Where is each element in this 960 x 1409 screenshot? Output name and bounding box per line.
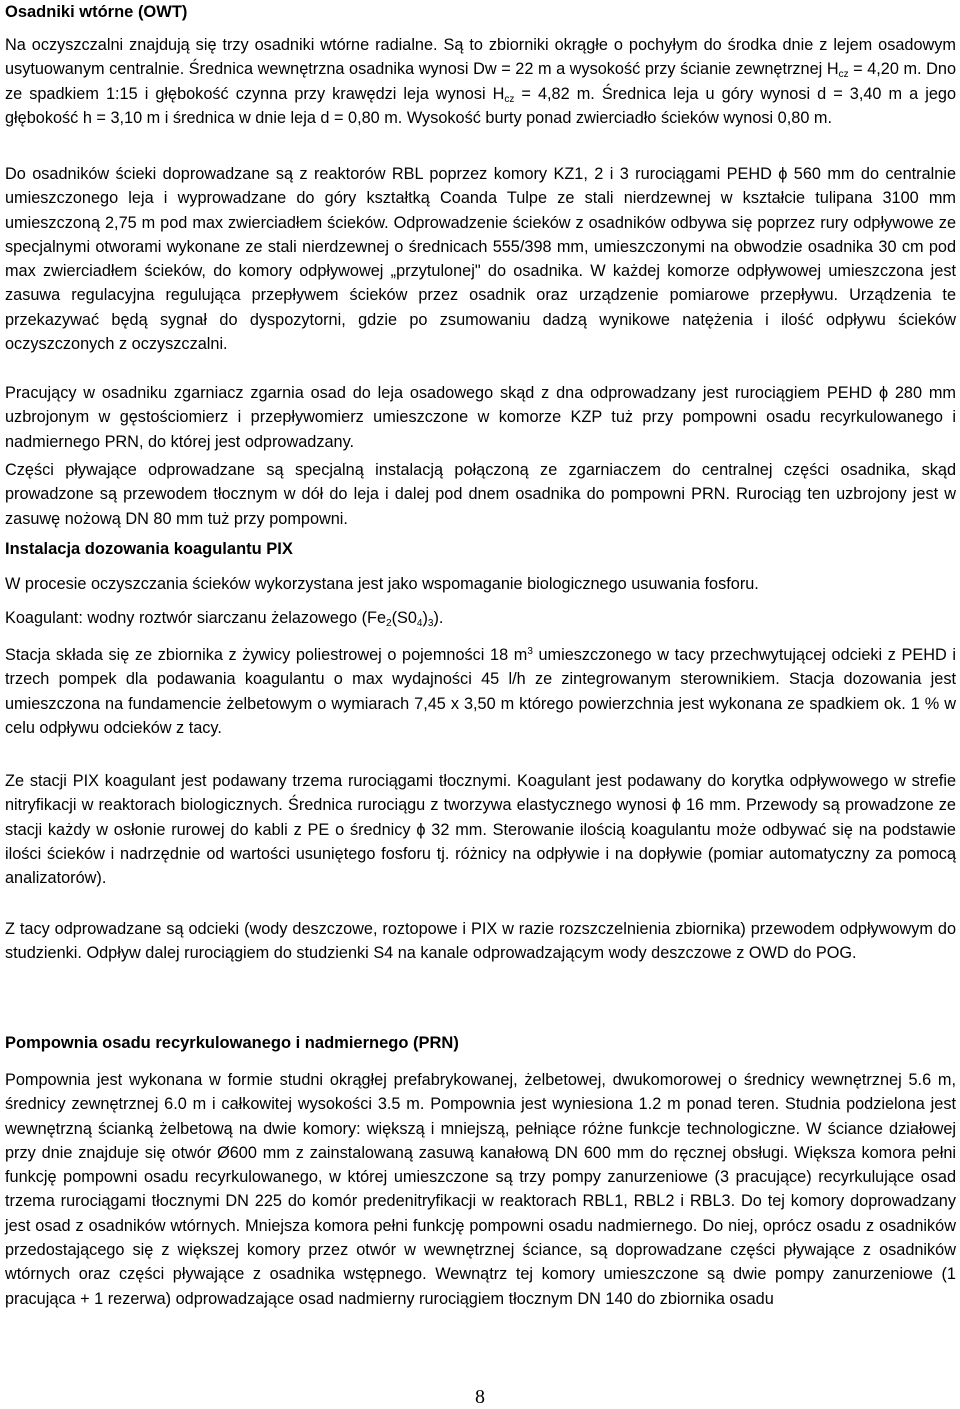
section-owt-floating bbox=[5, 458, 956, 531]
superscript: 3 bbox=[527, 646, 533, 657]
section-pix-formula bbox=[5, 606, 956, 630]
subscript: cz bbox=[504, 93, 515, 105]
paragraph: Do osadników ścieki doprowadzane są z reaktorów RBL poprzez komory KZ1, 2 i 3 rurociągami PEHD ϕ 560 mm do centralnie umieszczonego leja i wyprowadzane do góry kształtką Coanda Tulpe ze stali nierdzewnej w kształcie tulipana 3100 mm umieszczoną 2,75 m pod max zwierciadłem ścieków. Odprowadzenie ścieków z osadników odbywa się poprzez rury odpływowe ze specjalnymi otworami wykonane ze stali nierdzewnej o średnicach 555/398 mm, umieszczonymi na obwodzie osadnika 30 cm pod max zwierciadłem ścieków, do komory odpływowej „przytulonej" do osadnika. W każdej komorze odpływowej umieszczona jest zasuwa regulacyjna regulująca przepływem ścieków przez osadnik oraz urządzenie pomiarowe przepływu. Urządzenia te przekazywać będą sygnał do dyspozytorni, gdzie po zsumowaniu dadzą wynikowe natężenia i ilość odpływu ścieków oczyszczonych z oczyszczalni. bbox=[5, 165, 956, 354]
section-owt-inflow bbox=[5, 162, 956, 356]
section-pix bbox=[5, 572, 956, 596]
page-number: 8 bbox=[475, 1386, 485, 1408]
section-heading-owt: Osadniki wtórne (OWT) bbox=[5, 3, 188, 21]
paragraph: Z tacy odprowadzane są odcieki (wody deszczowe, roztopowe i PIX w razie rozszczelnienia zbiornika) przewodem odpływowym do studzienki. Odpływ dalej rurociągiem do studzienki S4 na kanale odprowadzającym wody deszczowe z OWD do POG. bbox=[5, 920, 956, 963]
section-heading-pix: Instalacja dozowania koagulantu PIX bbox=[5, 540, 293, 558]
paragraph: Stacja składa się ze zbiornika z żywicy poliestrowej o pojemności 18 $m^3$ umieszczonego w tacy przechwytującej odcieki z PEHD i trzech pompek dla podawania koagulantu o max wydajności 45 l/h ze zintegrowanym sterownikiem. Stacja dozowania jest umieszczona na fundamencie żelbetowym o wymiarach 7,45 x 3,50 m którego powierzchnia jest wykonana ze spadkiem ok. 1 % w celu odpływu odcieków z tacy. bbox=[5, 646, 956, 737]
paragraph: Koagulant: wodny roztwór siarczanu żelazowego $(Fe_2(S0_4)_3)$. bbox=[5, 609, 444, 629]
section-prn bbox=[5, 1068, 956, 1311]
paragraph: Części pływające odprowadzane są specjalną instalacją połączoną ze zgarniaczem do centralnej części osadnika, skąd prowadzone są przewodem tłocznym w dół do leja i dalej pod dnem osadnika do pompowni PRN. Rurociąg ten uzbrojony jest w zasuwę nożową DN 80 mm tuż przy pompowni. bbox=[5, 461, 956, 528]
subscript: 2 bbox=[386, 618, 392, 629]
paragraph: Pracujący w osadniku zgarniacz zgarnia osad do leja osadowego skąd z dna odprowadzany jest rurociągiem PEHD ϕ 280 mm uzbrojonym w gęstościomierz i przepływomierz umieszczone w komorze KZP tuż przy pompowni osadu recyrkulowanego i nadmiernego PRN, do której jest odprowadzany. bbox=[5, 384, 956, 451]
section-pix-runoff bbox=[5, 917, 956, 966]
paragraph: W procesie oczyszczania ścieków wykorzystana jest jako wspomaganie biologicznego usuwania fosforu. bbox=[5, 575, 759, 593]
subscript: 3 bbox=[427, 618, 434, 629]
paragraph: Na oczyszczalni znajdują się trzy osadniki wtórne radialne. Są to zbiorniki okrągłe o pochyłym do środka dnie z lejem osadowym usytuowanym centralnie. Średnica wewnętrzna osadnika wynosi Dw = 22 m a wysokość przy ścianie zewnętrznej $H_{cz} = 4,20$ m. Dno ze spadkiem 1:15 i głębokość czynna przy krawędzi leja wynosi $H_{cz} = 4,82$ m. Średnica leja u góry wynosi d = 3,40 m a jego głębokość h = 3,10 m i średnica w dnie leja d = 0,80 m. Wysokość burty ponad zwierciadło ścieków wynosi 0,80 m. bbox=[5, 36, 956, 127]
section-owt bbox=[5, 33, 956, 130]
section-pix-dosing bbox=[5, 769, 956, 890]
paragraph: Ze stacji PIX koagulant jest podawany trzema rurociągami tłocznymi. Koagulant jest podawany do korytka odpływowego w strefie nitryfikacji w reaktorach biologicznych. Średnica rurociągu z tworzywa elastycznego wynosi ϕ 16 mm. Przewody są prowadzone ze stacji każdy w osłonie rurowej do kabli z PE o średnicy ϕ 32 mm. Sterowanie ilością koagulantu może odbywać się na podstawie ilości ścieków i nadrzędnie od wartości usuniętego fosforu tj. różnicy na odpływie i na dopływie (pomiar automatyczny za pomocą analizatorów). bbox=[5, 772, 956, 888]
paragraph: Pompownia jest wykonana w formie studni okrągłej prefabrykowanej, żelbetowej, dwukomorowej o średnicy wewnętrznej 5.6 m, średnicy zewnętrznej 6.0 m i całkowitej wysokości 3.5 m. Pompownia jest wyniesiona 1.2 m ponad teren. Studnia podzielona jest wewnętrzną ścianką żelbetową na dwie komory: większą i mniejszą, pełniące różne funkcje technologiczne. W ściance działowej przy dnie znajduje się otwór Ø600 mm z zainstalowaną zasuwą kanałową DN 600 mm do ręcznej obsługi. Większa komora pełni funkcję pompowni osadu recyrkulowanego, w której umieszczone są trzy pompy zanurzeniowe (3 pracujące) recyrkulujące osad trzema rurociągami tłocznymi DN 225 do komór predenitryfikacji w reaktorach RBL1, RBL2 i RBL3. Do tej komory doprowadzany jest osad z osadników wtórnych. Mniejsza komora pełni funkcję pompowni osadu nadmiernego. Do niej, oprócz osadu z osadników przedostającego się z większej komory przez otwór w wewnętrznej ściance, są doprowadzane części pływające z osadników wtórnych oraz części pływające z osadnika wstępnego. Wewnątrz tej komory umieszczone są dwie pompy zanurzeniowe (1 pracująca + 1 rezerwa) odprowadzające osad nadmierny rurociągiem tłocznym DN 140 do zbiornika osadu bbox=[5, 1071, 956, 1308]
section-heading-prn: Pompownia osadu recyrkulowanego i nadmiernego (PRN) bbox=[5, 1034, 459, 1052]
subscript: 4 bbox=[416, 618, 423, 629]
subscript: cz bbox=[838, 69, 849, 81]
section-pix-station bbox=[5, 643, 956, 740]
section-owt-scraper bbox=[5, 381, 956, 454]
